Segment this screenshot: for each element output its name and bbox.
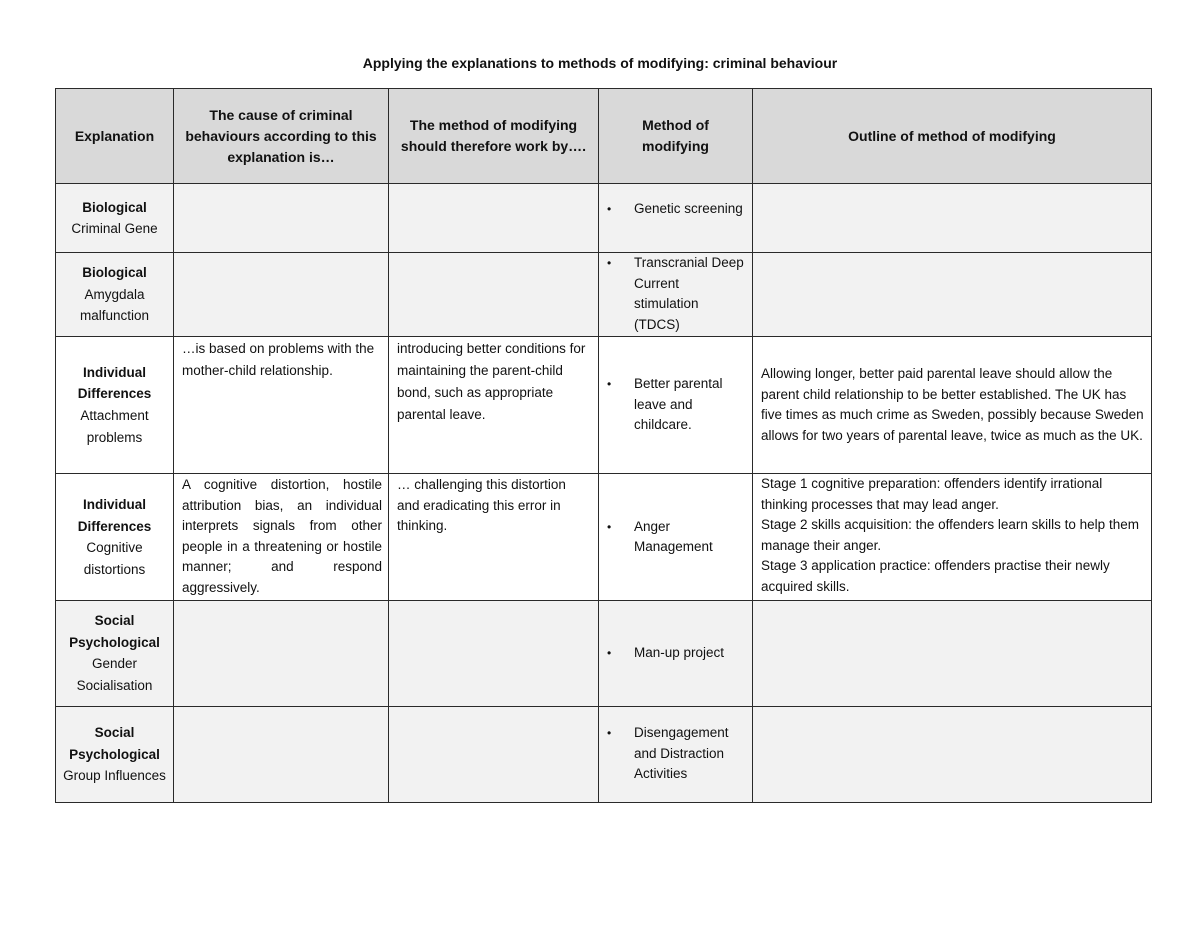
explanation-sub: Cognitive distortions: [83, 540, 146, 577]
table-row: [56, 707, 1152, 803]
method-text: Man-up project: [634, 645, 725, 661]
outline-cell: [753, 184, 1152, 253]
cause-cell: A cognitive distortion, hostile attribution bias, an individual interprets signals from other people in a threatening or hostile manner; and respond aggressively.: [174, 474, 389, 601]
method-text: Disengagement and Distraction Activities: [634, 725, 729, 781]
explanation-cell: [56, 337, 174, 474]
method-text: Genetic screening: [634, 201, 743, 216]
header-row: [56, 89, 1152, 184]
works-by-cell: [389, 707, 599, 803]
works-by-cell: … challenging this distortion and eradicating this error in thinking.: [389, 474, 599, 601]
explanation-sub: Gender Socialisation: [76, 656, 153, 693]
outline-cell: [753, 707, 1152, 803]
bullet-icon: •: [607, 726, 612, 740]
explanation-cell: [56, 474, 174, 601]
header-explanation: Explanation: [56, 89, 174, 184]
explanation-type: Individual Differences: [77, 364, 152, 401]
explanation-cell: [56, 707, 174, 803]
explanation-sub: Group Influences: [63, 768, 166, 784]
cause-cell: [174, 601, 389, 707]
explanation-type: Individual Differences: [77, 497, 152, 534]
method-text: Anger Management: [634, 518, 713, 554]
method-cell: [599, 601, 753, 707]
explanation-sub: Amygdala malfunction: [79, 286, 150, 324]
method-cell: [599, 253, 753, 337]
method-cell: [599, 474, 753, 601]
explanation-type: Biological: [82, 265, 147, 281]
explanation-sub: Attachment problems: [80, 407, 149, 445]
document-title: Applying the explanations to methods of modifying: criminal behaviour: [362, 55, 838, 71]
cause-cell: [174, 707, 389, 803]
outline-cell: [753, 253, 1152, 337]
works-by-cell: introducing better conditions for maintaining the parent-child bond, such as appropriate parental leave.: [389, 337, 599, 474]
explanation-type: Social Psychological: [69, 613, 160, 650]
outline-cell: [753, 474, 1152, 601]
explanation-type: Biological: [82, 199, 147, 215]
method-cell: [599, 337, 753, 474]
cause-cell: [174, 184, 389, 253]
outline-cell: [753, 601, 1152, 707]
works-by-cell: [389, 253, 599, 337]
modifying-methods-table: [55, 88, 1152, 803]
method-cell: [599, 184, 753, 253]
table-row: [56, 184, 1152, 253]
explanation-cell: [56, 601, 174, 707]
explanation-cell: [56, 253, 174, 337]
explanation-cell: [56, 184, 174, 253]
table-row: [56, 474, 1152, 601]
outline-stage-2: Stage 2 skills acquisition: the offenders learn skills to help them manage their anger.: [761, 517, 1139, 553]
outline-cell: Allowing longer, better paid parental leave should allow the parent child relationship to be better established. The UK has five times as much crime as Sweden, possibly because Sweden allows for two years of parental leave, twice as much as the UK.: [753, 337, 1152, 474]
table-row: [56, 601, 1152, 707]
bullet-icon: •: [607, 256, 612, 270]
bullet-icon: •: [607, 519, 612, 534]
method-text: Better parental leave and childcare.: [634, 376, 723, 433]
explanation-type: Social Psychological: [69, 725, 160, 762]
header-outline: Outline of method of modifying: [753, 89, 1152, 184]
bullet-icon: •: [607, 377, 612, 392]
header-method: Method of modifying: [599, 89, 753, 184]
bullet-icon: •: [607, 202, 612, 216]
header-cause: The cause of criminal behaviours according to this explanation is…: [174, 89, 389, 184]
table-row: [56, 253, 1152, 337]
works-by-cell: [389, 184, 599, 253]
outline-stage-1: Stage 1 cognitive preparation: offenders identify irrational thinking processes that may lead anger.: [761, 476, 1103, 512]
outline-stage-3: Stage 3 application practice: offenders practise their newly acquired skills.: [761, 558, 1110, 594]
cause-cell: …is based on problems with the mother-child relationship.: [174, 337, 389, 474]
method-cell: [599, 707, 753, 803]
explanation-sub: Criminal Gene: [71, 221, 158, 236]
header-method-work: The method of modifying should therefore work by….: [389, 89, 599, 184]
works-by-cell: [389, 601, 599, 707]
method-text: Transcranial Deep Current stimulation (TDCS): [634, 255, 744, 332]
table-row: [56, 337, 1152, 474]
cause-cell: [174, 253, 389, 337]
bullet-icon: •: [607, 646, 612, 661]
